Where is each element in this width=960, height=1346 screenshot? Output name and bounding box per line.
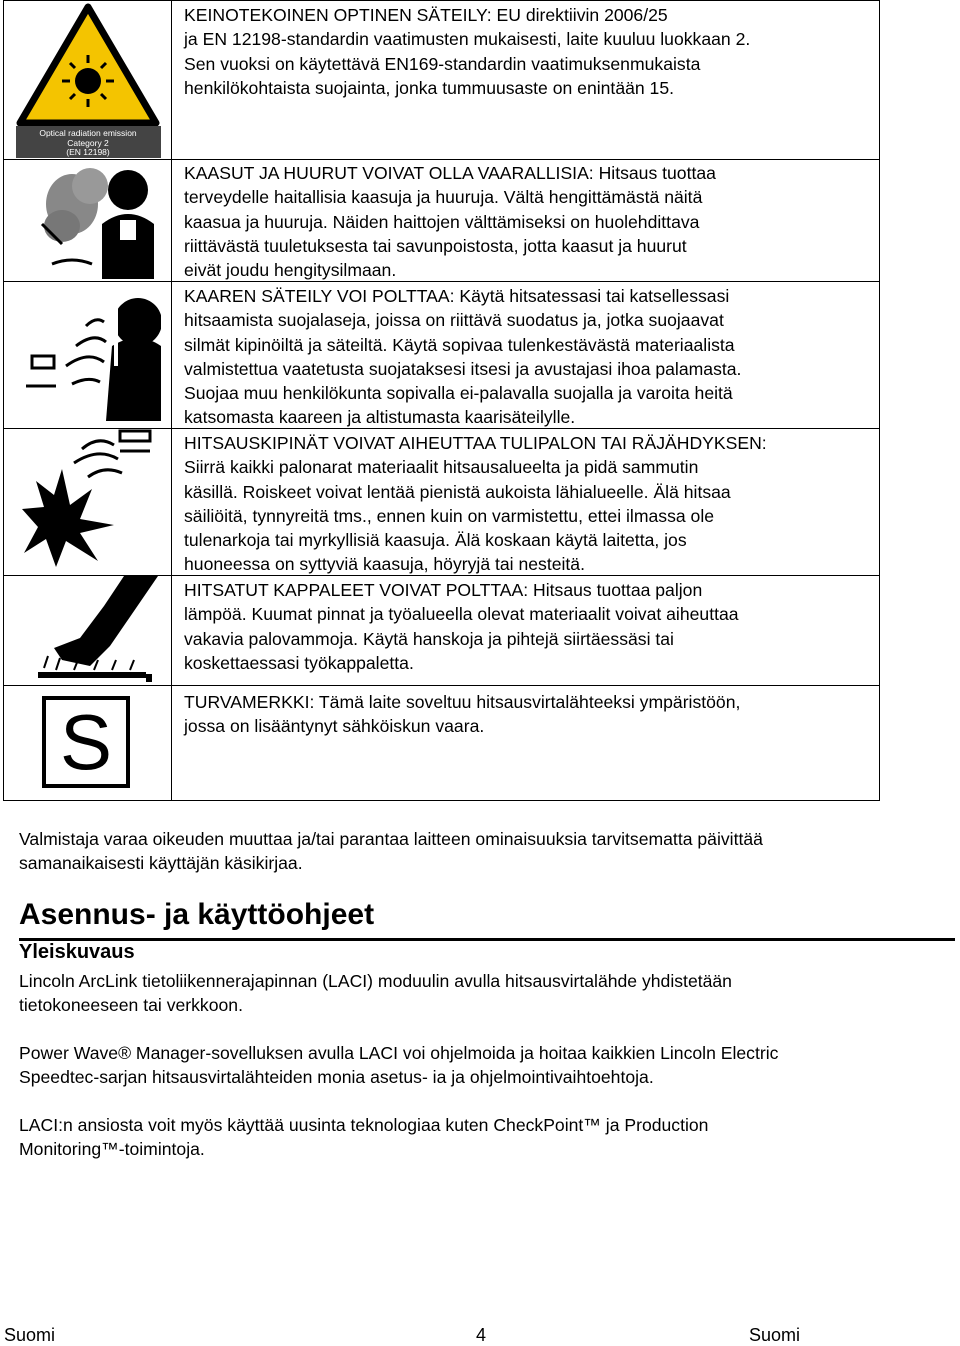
fumes-gases-icon: [32, 164, 157, 279]
warning-line: riittävästä tuuletuksesta tai savunpoistosta, jotta kaasut ja huurut: [184, 235, 687, 256]
paragraph-2: [19, 1041, 778, 1090]
optical-label-line3: (EN 12198): [66, 147, 110, 157]
warning-line: KEINOTEKOINEN OPTINEN SÄTEILY: EU direktiivin 2006/25: [184, 5, 668, 25]
warning-line: vakavia palovammoja. Käytä hanskoja ja pihtejä siirtäessäsi tai: [184, 628, 674, 649]
warning-line: kaasua ja huuruja. Näiden haittojen välttämiseksi on huolehdittava: [184, 211, 700, 232]
optical-label-line1: Optical radiation emission: [39, 128, 137, 138]
warning-icon-cell: [4, 429, 172, 575]
section-title: Asennus- ja käyttöohjeet: [19, 898, 375, 931]
warning-row-safety-mark: [4, 686, 879, 800]
warning-icon-cell: [4, 576, 172, 685]
paragraph-3: [19, 1113, 708, 1162]
warning-line: lämpöä. Kuumat pinnat ja työalueella olevat materiaalit voivat aiheuttaa: [184, 604, 739, 625]
warning-line: HITSAUSKIPINÄT VOIVAT AIHEUTTAA TULIPALON TAI RÄJÄHDYKSEN:: [184, 433, 767, 453]
warning-line: jossa on lisääntynyt sähköiskun vaara.: [184, 716, 485, 737]
warning-line: KAASUT JA HUURUT VOIVAT OLLA VAARALLISIA: Hitsaus tuottaa: [184, 163, 716, 183]
warning-line: valmistettua vaatetusta suojataksesi itsesi ja avustajasi ihoa palamasta.: [184, 358, 742, 379]
warning-row-optical-radiation: [4, 1, 879, 160]
warning-icon-cell: [4, 686, 172, 800]
warning-row-fumes: [4, 160, 879, 282]
sparks-explosion-icon: [22, 429, 162, 569]
warning-icon-cell: [4, 282, 172, 428]
warning-line: HITSATUT KAPPALEET VOIVAT POLTTAA: Hitsaus tuottaa paljon: [184, 580, 703, 600]
paragraph-line: Speedtec-sarjan hitsausvirtalähteiden monia asetus- ia ja ohjelmointivaihtoehtoja.: [19, 1067, 654, 1088]
warning-row-arc-rays: [4, 282, 879, 429]
warning-text: [184, 161, 873, 282]
warning-line: katsomasta kaareen ja altistumasta kaarisäteilylle.: [184, 407, 576, 428]
warning-line: silmät kipinöiltä ja säteiltä. Käytä sopivaa tulenkestävästä materiaalista: [184, 334, 735, 355]
paragraph-line: Monitoring™-toimintoja.: [19, 1139, 205, 1160]
disclaimer: [19, 827, 763, 876]
warning-line: käsillä. Roiskeet voivat lentää pienistä aukoista lähialueelle. Älä hitsaa: [184, 481, 731, 502]
warning-line: säiliöitä, tynnyreitä tms., ennen kuin on varmistettu, ettei ilmassa ole: [184, 505, 715, 526]
safety-mark-s-icon: S: [42, 696, 130, 788]
warning-line: henkilökohtaista suojainta, jonka tummuusaste on enintään 15.: [184, 77, 675, 98]
optical-label-line2: Category 2: [67, 138, 109, 148]
disclaimer-line: samanaikaisesti käyttäjän käsikirjaa.: [19, 853, 303, 874]
footer-right: Suomi: [749, 1325, 801, 1345]
warning-line: koskettaessasi työkappaletta.: [184, 652, 414, 673]
subsection-title: Yleiskuvaus: [19, 941, 135, 963]
hot-parts-icon: [34, 576, 159, 684]
paragraph-1: [19, 969, 732, 1018]
paragraph-line: tietokoneeseen tai verkkoon.: [19, 995, 243, 1016]
arc-rays-icon: [16, 286, 161, 421]
warning-line: Suojaa muu henkilökunta sopivalla ei-palavalla suojalla ja varoita heitä: [184, 383, 733, 404]
warning-line: Siirrä kaikki palonarat materiaalit hitsausalueelta ja pidä sammutin: [184, 457, 699, 478]
paragraph-line: Power Wave® Manager-sovelluksen avulla LACI voi ohjelmoida ja hoitaa kaikkien Lincoln Electric: [19, 1043, 779, 1063]
section-divider: [19, 938, 955, 941]
warning-text: [184, 690, 873, 739]
warning-line: hitsaamista suojalaseja, joissa on riittävä suodatus ja, jotka suojaavat: [184, 310, 724, 331]
warning-line: TURVAMERKKI: Tämä laite soveltuu hitsausvirtalähteeksi ympäristöön,: [184, 692, 741, 712]
paragraph-line: LACI:n ansiosta voit myös käyttää uusinta teknologiaa kuten CheckPoint™ ja Production: [19, 1115, 709, 1135]
warning-line: Sen vuoksi on käytettävä EN169-standardin vaatimuksenmukaista: [184, 53, 701, 74]
warning-line: tulenarkoja tai myrkyllisiä kaasuja. Älä koskaan käytä laitetta, jos: [184, 530, 687, 551]
warning-text: [184, 431, 873, 577]
warning-row-hot-parts: [4, 576, 879, 686]
optical-radiation-warning-icon: [16, 3, 161, 158]
footer-left: Suomi: [4, 1325, 56, 1345]
warning-text: [184, 284, 873, 430]
warning-line: terveydelle haitallisia kaasuja ja huuruja. Vältä hengittämästä näitä: [184, 187, 703, 208]
warning-row-sparks: [4, 429, 879, 576]
page-number: 4: [476, 1325, 487, 1345]
paragraph-line: Lincoln ArcLink tietoliikennerajapinnan (LACI) moduulin avulla hitsausvirtalähde yhdistetään: [19, 971, 732, 991]
warning-line: eivät joudu hengitysilmaan.: [184, 260, 397, 281]
warning-line: ja EN 12198-standardin vaatimusten mukaisesti, laite kuuluu luokkaan 2.: [184, 29, 751, 50]
warning-line: huoneessa on syttyviä kaasuja, höyryjä tai nesteitä.: [184, 554, 585, 575]
disclaimer-line: Valmistaja varaa oikeuden muuttaa ja/tai parantaa laitteen ominaisuuksia tarvitsematta päivittää: [19, 829, 763, 849]
warning-icon-cell: [4, 160, 172, 281]
warning-text: [184, 578, 873, 675]
warning-icon-cell: [4, 1, 172, 159]
warning-line: KAAREN SÄTEILY VOI POLTTAA: Käytä hitsatessasi tai katsellessasi: [184, 286, 730, 306]
warning-text: [184, 3, 873, 100]
safety-warnings-table: [3, 0, 880, 801]
